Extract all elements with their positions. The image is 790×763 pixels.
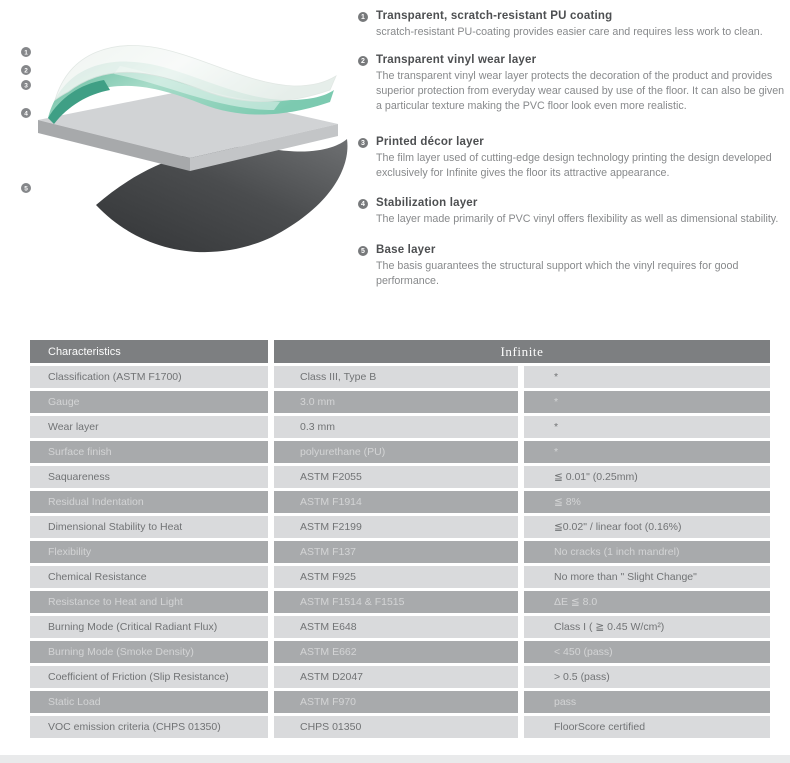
row-value: ≦0.02" / linear foot (0.16%) bbox=[524, 516, 770, 538]
row-method: CHPS 01350 bbox=[274, 716, 518, 738]
bullet-2-icon: 2 bbox=[358, 56, 368, 66]
row-name: VOC emission criteria (CHPS 01350) bbox=[30, 716, 268, 738]
layer-3-title: Printed décor layer bbox=[376, 136, 484, 148]
row-value: > 0.5 (pass) bbox=[524, 666, 770, 688]
table-header-row bbox=[30, 340, 770, 363]
row-name: Resistance to Heat and Light bbox=[30, 591, 268, 613]
layer-5-title: Base layer bbox=[376, 244, 436, 256]
row-method: ASTM F970 bbox=[274, 691, 518, 713]
table-header-infinite: Infinite bbox=[274, 340, 770, 363]
row-value: Class I ( ≧ 0.45 W/cm²) bbox=[524, 616, 770, 638]
layer-2-desc: The transparent vinyl wear layer protects the decoration of the product and provides superior protection from everyday wear caused by use of the floor. It can also be given a particular texture making the PVC floor look even more realistic. bbox=[376, 70, 785, 112]
table-header-characteristics: Characteristics bbox=[30, 340, 268, 363]
row-value: * bbox=[524, 366, 770, 388]
row-name: Chemical Resistance bbox=[30, 566, 268, 588]
table-row bbox=[30, 666, 770, 688]
row-method: ASTM E662 bbox=[274, 641, 518, 663]
table-row bbox=[30, 391, 770, 413]
row-name: Surface finish bbox=[30, 441, 268, 463]
layer-description-1 bbox=[358, 10, 788, 40]
table-row bbox=[30, 541, 770, 563]
table-row bbox=[30, 616, 770, 638]
row-method: ASTM D2047 bbox=[274, 666, 518, 688]
marker-2-label: 2 bbox=[24, 67, 28, 75]
layer-descriptions bbox=[358, 8, 790, 287]
row-value: ≦ 8% bbox=[524, 491, 770, 513]
row-method: Class III, Type B bbox=[274, 366, 518, 388]
row-value: pass bbox=[524, 691, 770, 713]
row-name: Dimensional Stability to Heat bbox=[30, 516, 268, 538]
row-value: FloorScore certified bbox=[524, 716, 770, 738]
row-name: Classification (ASTM F1700) bbox=[30, 366, 268, 388]
marker-4-label: 4 bbox=[24, 110, 28, 118]
row-name: Flexibility bbox=[30, 541, 268, 563]
layer-5-desc: The basis guarantees the structural support which the vinyl requires for good performance. bbox=[376, 260, 739, 287]
layer-3-desc: The film layer used of cutting-edge design technology printing the design developed exclusively for Infinite gives the floor its attractive appearance. bbox=[376, 152, 772, 179]
row-method: ASTM F137 bbox=[274, 541, 518, 563]
row-name: Saquareness bbox=[30, 466, 268, 488]
row-method: 3.0 mm bbox=[274, 391, 518, 413]
row-value: * bbox=[524, 441, 770, 463]
layer-description-3 bbox=[358, 136, 788, 181]
row-value: No cracks (1 inch mandrel) bbox=[524, 541, 770, 563]
bullet-4-icon: 4 bbox=[358, 199, 368, 209]
diagram-markers bbox=[21, 47, 31, 193]
row-method: ASTM E648 bbox=[274, 616, 518, 638]
layer-diagram-illustration bbox=[0, 0, 360, 280]
table-row bbox=[30, 716, 770, 738]
row-method: polyurethane (PU) bbox=[274, 441, 518, 463]
characteristics-table bbox=[30, 340, 770, 741]
layer-2-title: Transparent vinyl wear layer bbox=[376, 54, 537, 66]
layer-1-title: Transparent, scratch-resistant PU coating bbox=[376, 10, 613, 22]
table-row bbox=[30, 516, 770, 538]
page-bottom-strip bbox=[0, 755, 790, 763]
row-method: 0.3 mm bbox=[274, 416, 518, 438]
row-name: Burning Mode (Critical Radiant Flux) bbox=[30, 616, 268, 638]
bullet-5-icon: 5 bbox=[358, 246, 368, 256]
layer-1-desc: scratch-resistant PU-coating provides easier care and requires less work to clean. bbox=[376, 26, 763, 38]
layer-description-4 bbox=[358, 197, 788, 227]
row-name: Coefficient of Friction (Slip Resistance) bbox=[30, 666, 268, 688]
row-value: * bbox=[524, 416, 770, 438]
row-value: * bbox=[524, 391, 770, 413]
row-value: No more than " Slight Change" bbox=[524, 566, 770, 588]
bullet-1-icon: 1 bbox=[358, 12, 368, 22]
row-name: Burning Mode (Smoke Density) bbox=[30, 641, 268, 663]
table-row bbox=[30, 491, 770, 513]
table-row bbox=[30, 591, 770, 613]
row-name: Residual Indentation bbox=[30, 491, 268, 513]
marker-5-label: 5 bbox=[24, 185, 28, 193]
row-method: ASTM F1514 & F1515 bbox=[274, 591, 518, 613]
table-row bbox=[30, 366, 770, 388]
row-value: < 450 (pass) bbox=[524, 641, 770, 663]
table-row bbox=[30, 691, 770, 713]
row-method: ASTM F2055 bbox=[274, 466, 518, 488]
marker-1-label: 1 bbox=[24, 49, 28, 57]
table-row bbox=[30, 566, 770, 588]
marker-3-label: 3 bbox=[24, 82, 28, 90]
layer-construction-diagram bbox=[0, 0, 360, 280]
table-row bbox=[30, 441, 770, 463]
table-row bbox=[30, 641, 770, 663]
table-row bbox=[30, 416, 770, 438]
layer-4-desc: The layer made primarily of PVC vinyl offers flexibility as well as dimensional stability. bbox=[376, 213, 779, 225]
row-method: ASTM F2199 bbox=[274, 516, 518, 538]
row-name: Static Load bbox=[30, 691, 268, 713]
layer-description-5 bbox=[358, 244, 788, 289]
row-method: ASTM F1914 bbox=[274, 491, 518, 513]
row-name: Wear layer bbox=[30, 416, 268, 438]
table-row bbox=[30, 466, 770, 488]
row-method: ASTM F925 bbox=[274, 566, 518, 588]
row-value: ≦ 0.01" (0.25mm) bbox=[524, 466, 770, 488]
bullet-3-icon: 3 bbox=[358, 138, 368, 148]
table-body bbox=[30, 366, 770, 738]
layer-description-2 bbox=[358, 54, 788, 114]
row-name: Gauge bbox=[30, 391, 268, 413]
row-value: ΔE ≦ 8.0 bbox=[524, 591, 770, 613]
layer-4-title: Stabilization layer bbox=[376, 197, 478, 209]
